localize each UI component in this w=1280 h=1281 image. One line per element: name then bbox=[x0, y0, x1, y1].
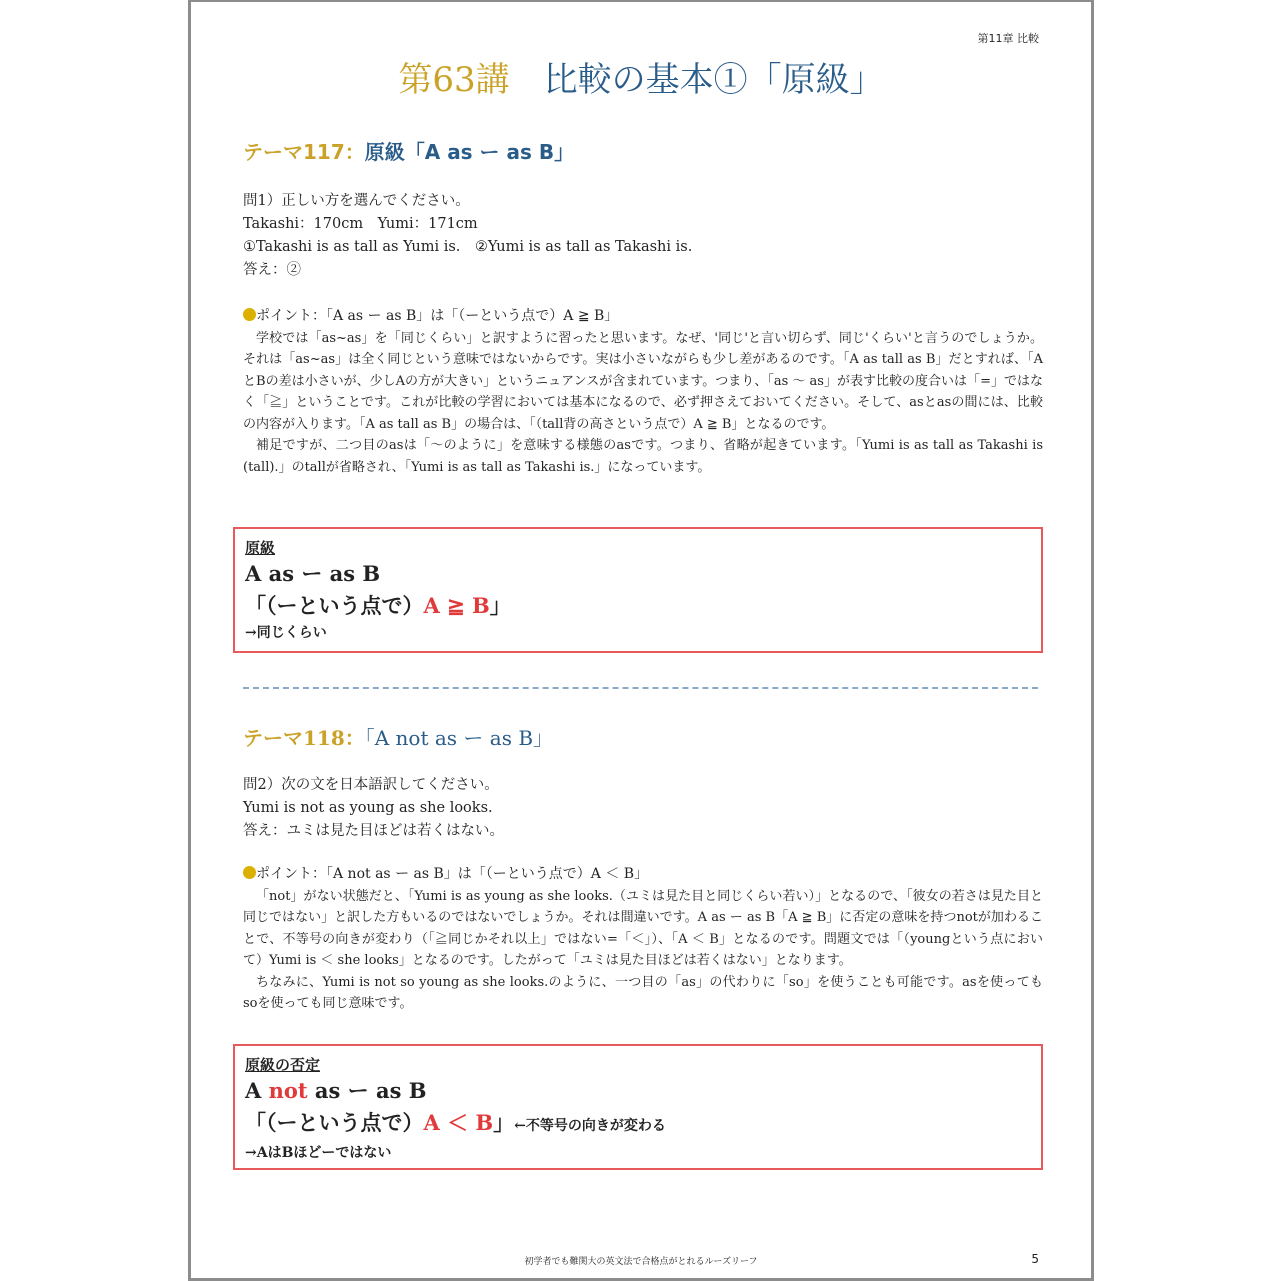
box-meaning: 「（ーという点で）A ＜ B」←不等号の向きが変わる bbox=[245, 1110, 666, 1135]
box-meaning: 「（ーという点で）A ≧ B」 bbox=[245, 593, 511, 618]
theme-118-heading bbox=[243, 722, 553, 751]
question-line: Takashi：170cm Yumi：171cm bbox=[243, 216, 478, 232]
theme-number: テーマ117： bbox=[243, 140, 365, 164]
lecture-number: 第63講 bbox=[398, 60, 510, 100]
page bbox=[188, 0, 1094, 1281]
answer-line: 答え：ユミは見た目ほどは若くはない。 bbox=[243, 823, 504, 839]
theme-117-heading bbox=[243, 136, 574, 165]
box-formula: A as ー as B bbox=[245, 561, 381, 586]
page-title bbox=[191, 52, 1091, 101]
page-number: 5 bbox=[1031, 1252, 1039, 1266]
point-heading: ポイント：「A not as ー as B」は「（ーという点で）A ＜ B」 bbox=[256, 866, 649, 882]
summary-box-negative bbox=[233, 1044, 1043, 1170]
point-117 bbox=[243, 306, 1043, 478]
bullet-dot-icon bbox=[243, 866, 256, 879]
point-heading: ポイント：「A as ー as B」は「（ーという点で）A ≧ B」 bbox=[256, 308, 619, 324]
question-line: Yumi is not as young as she looks. bbox=[243, 800, 493, 816]
paragraph: 「not」がない状態だと、「Yumi is as young as she looks.（ユミは見た目と同じくらい若い）」となるので、「彼女の若さは見た目と同じではない」と訳した方もいるのではないでしょうか。それは間違いです。A as ー as B「A ≧ B」に否定の意味を持つnotが加わることで、不等号の向きが変わり（「≧同じかそれ以上」ではない=「＜」）、「A ＜ B」となるのです。問題文では「（youngという点において）Yumi is ＜ she looks」となるのです。したがって「ユミは見た目ほどは若くはない」となります。 bbox=[243, 888, 1043, 968]
question-line: ①Takashi is as tall as Yumi is. ②Yumi is as tall as Takashi is. bbox=[243, 239, 693, 255]
paragraph: 補足ですが、二つ目のasは「〜のように」を意味する様態のasです。つまり、省略が起きています。「Yumi is as tall as Takashi is (tall).」のtallが省略され、「Yumi is as tall as Takashi is.」になっています。 bbox=[243, 438, 1043, 475]
paragraph: ちなみに、Yumi is not so young as she looks.のように、一つ目の「as」の代わりに「so」を使うことも可能です。asを使ってもsoを使っても同じ意味です。 bbox=[243, 974, 1043, 1011]
box-formula: A not as ー as B bbox=[245, 1078, 427, 1103]
theme-number: テーマ118： bbox=[243, 726, 365, 750]
chapter-header: 第11章 比較 bbox=[977, 32, 1039, 45]
box-note: →同じくらい bbox=[245, 625, 327, 641]
theme-name: 原級「A as ー as B」 bbox=[364, 140, 575, 164]
box-note: →AはBほどーではない bbox=[245, 1145, 392, 1161]
bullet-dot-icon bbox=[243, 308, 256, 321]
section-divider bbox=[243, 687, 1038, 689]
paragraph: 学校では「as~as」を「同じくらい」と訳すように習ったと思います。なぜ、'同じ'と言い切らず、同じ'くらい'と言うのでしょうか。それは「as~as」は全く同じという意味ではないからです。実は小さいながらも少し差があるのです。「A as tall as B」だとすれば、「AとBの差は小さいが、少しAの方が大きい」というニュアンスが含まれています。つまり、「as ～ as」が表す比較の度合いは「=」ではなく「≧」ということです。これが比較の学習においては基本になるので、必ず押さえておいてください。そして、asとasの間には、比較の内容が入ります。「A as tall as B」の場合は、「（tall背の高さという点で）A ≧ B」となるのです。 bbox=[243, 330, 1043, 432]
question-1 bbox=[243, 190, 692, 282]
box-label: 原級の否定 bbox=[245, 1056, 321, 1074]
summary-box-positive bbox=[233, 527, 1043, 653]
box-aside: ←不等号の向きが変わる bbox=[514, 1118, 666, 1134]
question-line: 問2）次の文を日本語訳してください。 bbox=[243, 777, 499, 793]
box-label: 原級 bbox=[245, 539, 276, 557]
point-118 bbox=[243, 864, 1043, 1015]
question-2 bbox=[243, 774, 504, 843]
footer-text: 初学者でも難関大の英文法で合格点がとれるルーズリーフ bbox=[524, 1257, 758, 1267]
theme-name: 「A not as ー as B」 bbox=[364, 726, 554, 750]
lecture-topic: 比較の基本①「原級」 bbox=[543, 60, 884, 100]
answer-line: 答え：② bbox=[243, 262, 301, 278]
question-line: 問1）正しい方を選んでください。 bbox=[243, 193, 470, 209]
